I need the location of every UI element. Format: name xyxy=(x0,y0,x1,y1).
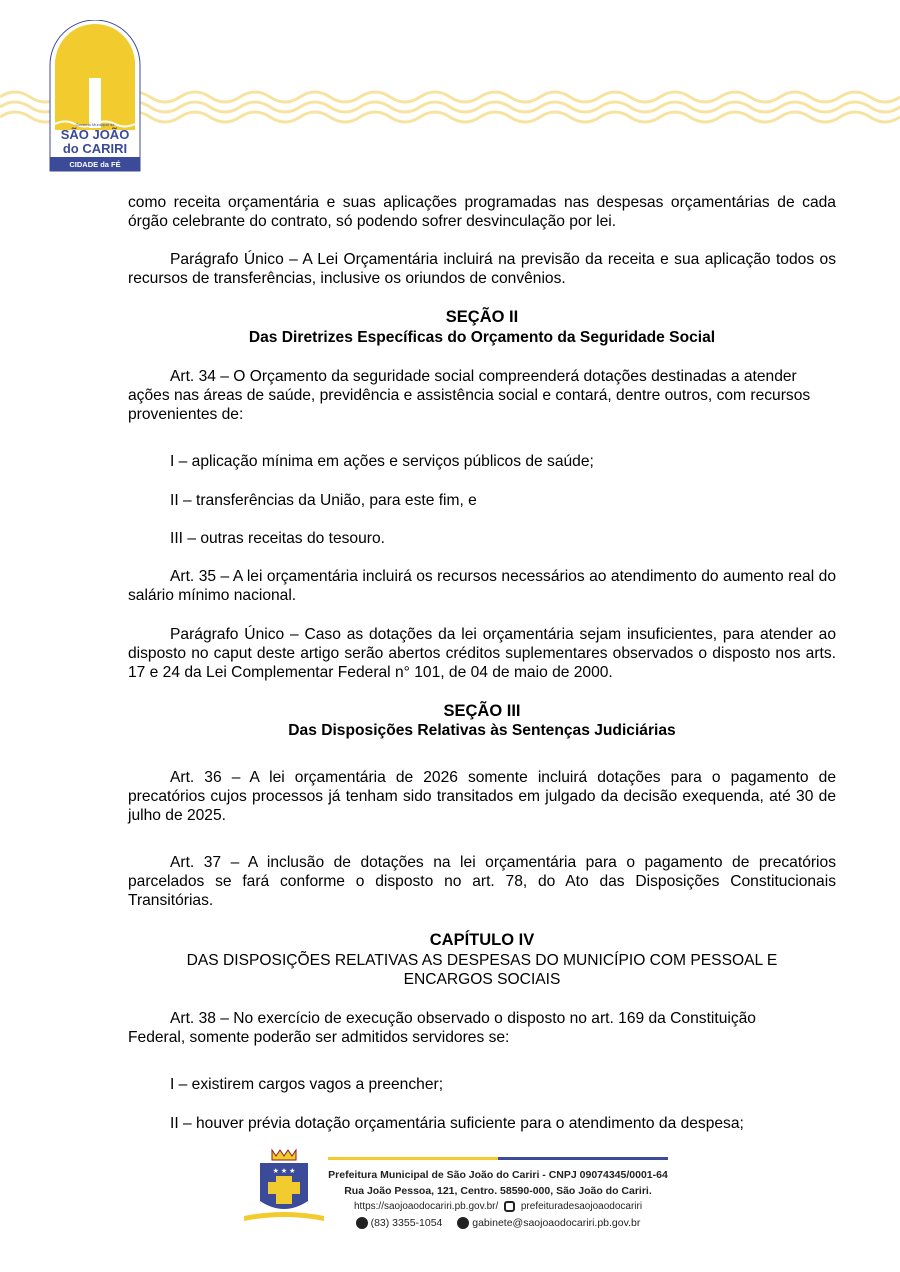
article-35-sole-paragraph: Parágrafo Único – Caso as dotações da lei orçamentária sejam insuficientes, para atender ao disposto no caput deste artigo serão abertos créditos suplementares observados o disposto nos arts. 17 e 24 da Lei Complementar Federal n° 101, de 04 de maio de 2000. xyxy=(128,626,836,681)
section-iii-subtitle: Das Disposições Relativas às Sentenças Judiciárias xyxy=(288,722,676,739)
paragraph-sole: Parágrafo Único – A Lei Orçamentária incluirá na previsão da receita e sua aplicação todos os recursos de transferências, inclusive os oriundos de convênios. xyxy=(128,251,836,287)
article-35: Art. 35 – A lei orçamentária incluirá os recursos necessários ao atendimento do aumento real do salário mínimo nacional. xyxy=(128,568,836,604)
instagram-icon xyxy=(504,1201,515,1212)
municipal-crest xyxy=(242,1148,326,1226)
chapter-iv-subtitle: DAS DISPOSIÇÕES RELATIVAS AS DESPESAS DO MUNICÍPIO COM PESSOAL E ENCARGOS SOCIAIS xyxy=(186,952,778,988)
svg-text:do CARIRI: do CARIRI xyxy=(62,141,128,156)
article-34-item-iii: III – outras receitas do tesouro. xyxy=(170,530,385,547)
footer-divider-blue xyxy=(498,1157,668,1160)
footer-address: Rua João Pessoa, 121, Centro. 58590-000, São João do Cariri. xyxy=(344,1185,652,1197)
section-ii-subtitle: Das Diretrizes Específicas do Orçamento da Seguridade Social xyxy=(248,329,716,346)
footer-website[interactable]: https://saojoaodocariri.pb.gov.br/ xyxy=(353,1201,499,1212)
footer-divider-yellow xyxy=(328,1157,498,1160)
phone-icon xyxy=(356,1217,368,1229)
article-34-item-ii: II – transferências da União, para este fim, e xyxy=(170,492,477,509)
article-36: Art. 36 – A lei orçamentária de 2026 somente incluirá dotações para o pagamento de precatórios cujos processos já tenham sido transitados em julgado da decisão exequenda, até 30 de julho de 2025. xyxy=(128,769,836,824)
section-iii-title: SEÇÃO III xyxy=(443,702,521,720)
paragraph-continuation: como receita orçamentária e suas aplicações programadas nas despesas orçamentárias de cada órgão celebrante do contrato, só podendo sofrer desvinculação por lei. xyxy=(128,194,836,230)
svg-text:★ ★ ★: ★ ★ ★ xyxy=(272,1168,296,1175)
svg-text:SÃO JOÃO: SÃO JOÃO xyxy=(60,127,130,142)
article-34-item-i: I – aplicação mínima em ações e serviços públicos de saúde; xyxy=(170,453,594,470)
footer-phone: (83) 3355-1054 xyxy=(370,1217,443,1229)
article-37: Art. 37 – A inclusão de dotações na lei orçamentária para o pagamento de precatórios parcelados se fará conforme o disposto no art. 78, do Ato das Disposições Constitucionais Transitórias. xyxy=(128,854,836,909)
section-ii-title: SEÇÃO II xyxy=(445,308,519,326)
article-34: Art. 34 – O Orçamento da seguridade social compreenderá dotações destinadas a atender ações nas áreas de saúde, previdência e assistência social e contará, dentre outros, com recursos provenientes de: xyxy=(128,368,811,423)
footer-instagram[interactable]: prefeituradesaojoaodocariri xyxy=(520,1201,643,1212)
article-38-item-ii: II – houver prévia dotação orçamentária suficiente para o atendimento da despesa; xyxy=(170,1115,744,1132)
chapter-iv-title: CAPÍTULO IV xyxy=(429,931,535,949)
municipality-logo xyxy=(49,20,141,172)
email-icon xyxy=(457,1217,469,1229)
footer-cnpj: Prefeitura Municipal de São João do Cariri - CNPJ 09074345/0001-64 xyxy=(328,1169,668,1181)
svg-text:Governo Municipal de: Governo Municipal de xyxy=(75,122,115,127)
svg-text:CIDADE da FÉ: CIDADE da FÉ xyxy=(69,160,121,169)
footer-email[interactable]: gabinete@saojoaodocariri.pb.gov.br xyxy=(472,1217,641,1229)
article-38: Art. 38 – No exercício de execução observado o disposto no art. 169 da Constituição Federal, somente poderão ser admitidos servidores se: xyxy=(128,1010,756,1046)
article-38-item-i: I – existirem cargos vagos a preencher; xyxy=(170,1076,444,1093)
